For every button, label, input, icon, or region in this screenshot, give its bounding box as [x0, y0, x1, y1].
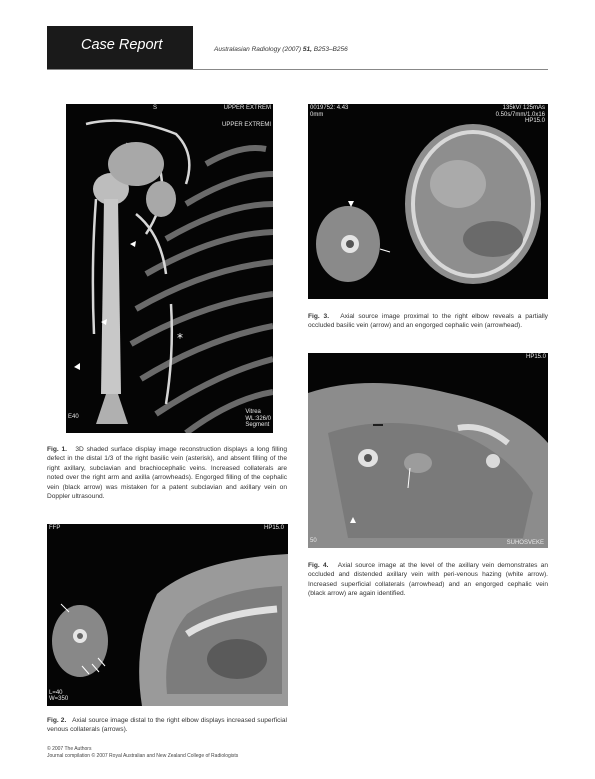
fig2-overlay-bottom-left — [49, 690, 68, 703]
figure-1-image — [66, 104, 273, 433]
fig1-overlay-line: WL:326/0 — [245, 415, 271, 422]
figure-3-image — [308, 104, 548, 299]
header-rule — [47, 69, 548, 70]
journal-citation — [214, 46, 348, 53]
fig1-overlay-line: Segment — [245, 422, 270, 429]
fig4-overlay-top-right: HP15.0 — [525, 354, 546, 360]
svg-text:*: * — [177, 331, 183, 345]
fig1-overlay-top: S — [153, 105, 158, 111]
fig3-overlay-line: 0mm — [310, 111, 324, 118]
journal-pages: B253–B256 — [313, 46, 348, 53]
figure-4-ct — [308, 353, 548, 548]
fig1-caption-text: 3D shaded surface display image reconstruction displays a long filling defect in the distal 1/3 of the right basilic vein (asterisk), and absent filling of the right axillary, subclavian and brachiocephalic veins. Increased collaterals are noted over the right arm and axilla (arrowheads). Engorged filling of the cephalic vein (black arrow) was mistaken for a patent subclavian and axillary vein on Doppler ultrasound. — [47, 446, 287, 501]
fig2-overlay-top-right: HP15.0 — [263, 525, 284, 531]
fig1-overlay-top-right-2: UPPER EXTREMI — [221, 122, 271, 128]
fig3-overlay-line: HP15.0 — [524, 118, 545, 125]
fig4-caption-text: Axial source image at the level of the axillary vein demonstrates an occluded and distended axillary vein with peri-venous hazing (white arrow). Increased superficial collaterals (arrowhead) and an engorged cephalic vein (black arrow) are again identified. — [308, 562, 548, 598]
fig2-overlay-line: L=40 — [49, 689, 63, 696]
figure-3-ct — [308, 104, 548, 299]
figure-1-caption — [47, 445, 287, 501]
fig3-caption-label: Fig. 3. — [308, 313, 330, 320]
fig2-overlay-line: W=350 — [49, 696, 69, 703]
fig2-caption-text: Axial source image distal to the right elbow displays increased superficial venous collaterals (arrows). — [47, 717, 287, 734]
figure-3-caption — [308, 312, 548, 331]
footer-line-2: Journal compilation © 2007 Royal Australian and New Zealand College of Radiologists — [47, 752, 239, 759]
fig3-overlay-line: 0.50s/7mm/1.0x16 — [495, 111, 545, 118]
fig2-caption-label: Fig. 2. — [47, 717, 67, 724]
copyright-footer — [47, 746, 238, 759]
figure-4-image — [308, 353, 548, 548]
journal-name: Australasian Radiology — [214, 46, 281, 53]
journal-year: (2007) — [282, 46, 302, 53]
fig4-overlay-bottom-left: 50 — [310, 538, 317, 545]
fig4-caption-label: Fig. 4. — [308, 562, 329, 569]
fig3-overlay-top-right — [496, 105, 545, 125]
figure-2-image — [47, 524, 288, 706]
fig2-overlay-top-left: FFP — [49, 525, 61, 531]
fig1-overlay-bottom-right — [245, 409, 271, 429]
fig3-overlay-line: 0019752: 4.43 — [310, 105, 349, 111]
figure-2-ct — [47, 524, 288, 706]
figure-4-caption — [308, 561, 548, 599]
fig1-overlay-line: Vitrea — [245, 409, 261, 416]
fig3-overlay-line: 135kV/ 125mAs — [502, 105, 545, 111]
footer-line-1: © 2007 The Authors — [47, 746, 92, 752]
figure-2-caption — [47, 716, 287, 735]
fig4-overlay-bottom-right: SUHOSVEKE — [506, 540, 544, 547]
fig1-caption-label: Fig. 1. — [47, 446, 68, 453]
fig3-caption-text: Axial source image proximal to the right elbow reveals a partially occluded basilic vein (arrow) and an engorged cephalic vein (arrowhead). — [308, 313, 548, 330]
figure-1-reconstruction — [66, 104, 273, 433]
journal-volume: 51, — [302, 46, 312, 53]
fig3-overlay-top-left — [310, 105, 348, 118]
fig1-overlay-bottom-left: E40 — [68, 414, 79, 421]
fig1-overlay-top-right: UPPER EXTREM — [223, 105, 271, 111]
section-label-box — [47, 26, 193, 69]
section-label: Case Report — [81, 37, 163, 53]
